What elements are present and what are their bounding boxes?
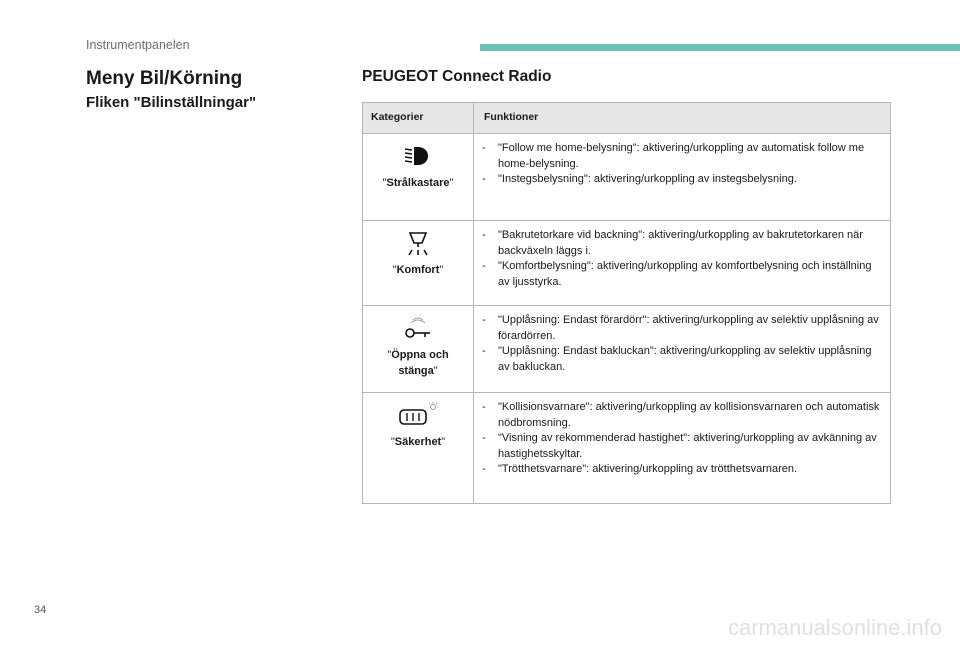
functions-cell — [474, 306, 891, 393]
table-row — [363, 306, 891, 393]
table-row — [363, 393, 891, 504]
functions-cell — [474, 134, 891, 221]
function-item: - "Instegsbelysning": aktivering/urkoppling av instegsbelysning. — [482, 172, 880, 188]
table-header-row — [363, 103, 891, 134]
table-row — [363, 134, 891, 221]
safety-icon — [396, 401, 440, 429]
table-title: PEUGEOT Connect Radio — [362, 68, 552, 85]
category-label: "Komfort" — [392, 264, 444, 276]
section-title: Meny Bil/Körning — [86, 68, 243, 89]
function-item: - "Upplåsning: Endast förardörr": aktivering/urkoppling av selektiv upplåsning av förardörren. — [482, 313, 880, 344]
category-label: "Strålkastare" — [382, 177, 454, 189]
functions-table — [362, 102, 891, 504]
category-cell — [363, 134, 474, 221]
function-item: - "Follow me home-belysning": aktivering/urkoppling av automatisk follow me home-belysning. — [482, 141, 880, 172]
table-row — [363, 221, 891, 306]
function-item: - "Bakrutetorkare vid backning": aktivering/urkoppling av bakrutetorkaren när backväxeln läggs i. — [482, 228, 880, 259]
header-functions: Funktioner — [474, 103, 891, 134]
header-accent-bar — [480, 44, 960, 51]
page-number: 34 — [34, 604, 47, 616]
watermark: carmanualsonline.info — [727, 615, 942, 640]
functions-cell — [474, 393, 891, 504]
function-item: - "Upplåsning: Endast bakluckan": aktivering/urkoppling av selektiv upplåsning av bakluckan. — [482, 344, 880, 375]
category-cell — [363, 306, 474, 393]
category-label: "Öppna och stänga" — [387, 349, 449, 377]
category-cell — [363, 221, 474, 306]
tab-title: Fliken "Bilinställningar" — [86, 94, 257, 111]
key-icon — [401, 314, 435, 342]
function-item: - "Kollisionsvarnare": aktivering/urkoppling av kollisionsvarnaren och automatisk nödbromsning. — [482, 400, 880, 431]
function-item: - "Visning av rekommenderad hastighet": aktivering/urkoppling av avkänning av hastighetsskyltar. — [482, 431, 880, 462]
interior-lamp-icon — [401, 229, 435, 257]
function-item: - "Trötthetsvarnare": aktivering/urkoppling av trötthetsvarnaren. — [482, 462, 880, 478]
functions-cell — [474, 221, 891, 306]
function-item: - "Komfortbelysning": aktivering/urkoppling av komfortbelysning och inställning av ljusstyrka. — [482, 259, 880, 290]
header-category: Kategorier — [363, 103, 474, 134]
category-label: "Säkerhet" — [390, 436, 446, 448]
category-cell — [363, 393, 474, 504]
section-label: Instrumentpanelen — [86, 38, 190, 52]
headlamp-icon — [401, 142, 435, 170]
